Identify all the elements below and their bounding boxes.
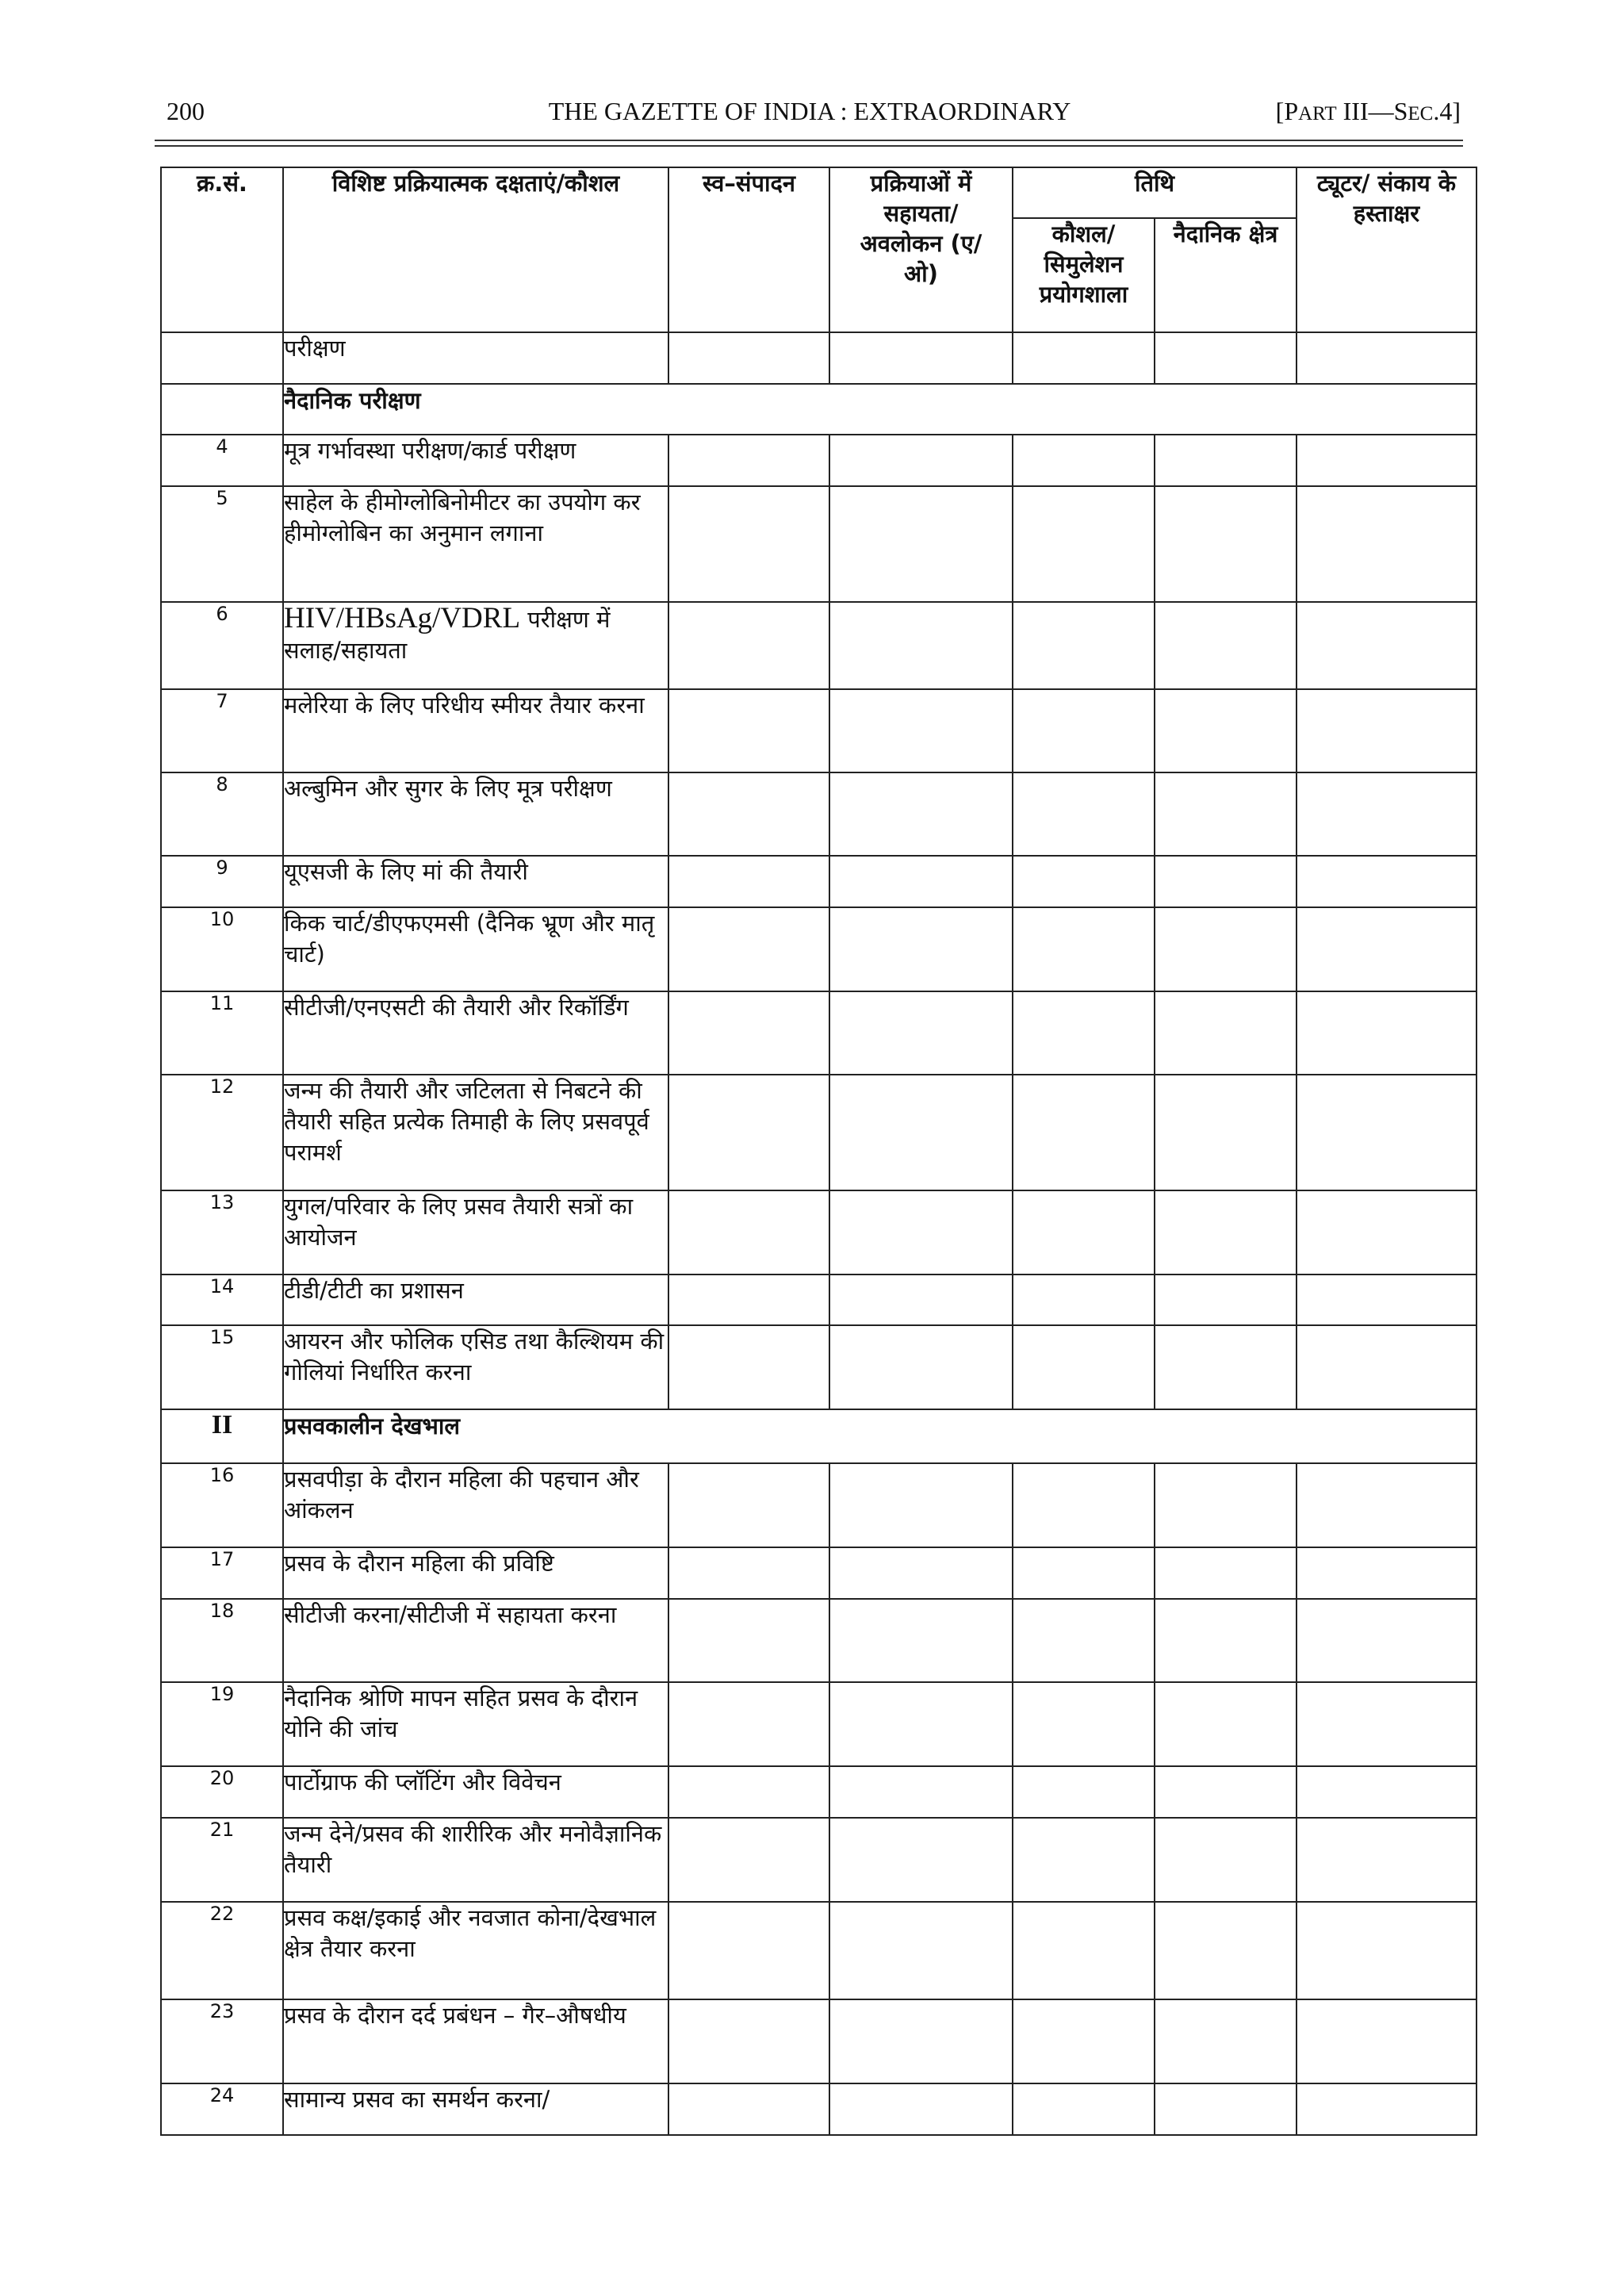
header-skill: विशिष्ट प्रक्रियात्मक दक्षताएं/कौशल — [283, 167, 668, 332]
table-row: 20 पार्टोग्राफ की प्लॉटिंग और विवेचन — [161, 1766, 1477, 1818]
header-rule-bottom — [155, 145, 1463, 147]
table-row: 16 प्रसवपीड़ा के दौरान महिला की पहचान और आंकलन — [161, 1463, 1477, 1547]
table-row: 23 प्रसव के दौरान दर्द प्रबंधन – गैर–औषधीय — [161, 1999, 1477, 2083]
header-rule-top — [155, 140, 1463, 141]
table-row: 17 प्रसव के दौरान महिला की प्रविष्टि — [161, 1547, 1477, 1599]
header-self-performed: स्व–संपादन — [668, 167, 829, 332]
gazette-title: THE GAZETTE OF INDIA : EXTRAORDINARY — [548, 97, 1071, 125]
table-row: 4 मूत्र गर्भावस्था परीक्षण/कार्ड परीक्षण — [161, 435, 1477, 486]
table-row: 9 यूएसजी के लिए मां की तैयारी — [161, 856, 1477, 907]
table-row: 19 नैदानिक श्रोणि मापन सहित प्रसव के दौरान योनि की जांच — [161, 1682, 1477, 1766]
table-row: 13 युगल/परिवार के लिए प्रसव तैयारी सत्रों का आयोजन — [161, 1190, 1477, 1274]
table-row: 12 जन्म की तैयारी और जटिलता से निबटने की तैयारी सहित प्रत्येक तिमाही के लिए प्रसवपूर्व परामर्श — [161, 1075, 1477, 1190]
table-row: 15 आयरन और फोलिक एसिड तथा कैल्शियम की गोलियां निर्धारित करना — [161, 1325, 1477, 1409]
table-row: 11 सीटीजी/एनएसटी की तैयारी और रिकॉर्डिंग — [161, 991, 1477, 1075]
header-date: तिथि — [1013, 167, 1297, 218]
table-row: 6 HIV/HBsAg/VDRL परीक्षण में सलाह/सहायता — [161, 602, 1477, 689]
part-section: [PART III—SEC.4] — [1275, 97, 1461, 125]
table-row: 18 सीटीजी करना/सीटीजी में सहायता करना — [161, 1599, 1477, 1682]
table-row: 24 सामान्य प्रसव का समर्थन करना/ — [161, 2083, 1477, 2135]
page-header — [159, 97, 1461, 136]
competency-table — [160, 167, 1477, 2136]
section-number: II — [161, 1409, 283, 1463]
page-number: 200 — [167, 97, 205, 125]
table-row: 7 मलेरिया के लिए परिधीय स्मीयर तैयार करना — [161, 689, 1477, 772]
header-clinical-area: नैदानिक क्षेत्र — [1155, 218, 1297, 332]
section-title: प्रसवकालीन देखभाल — [283, 1409, 1477, 1463]
table-row: 8 अल्बुमिन और सुगर के लिए मूत्र परीक्षण — [161, 772, 1477, 856]
header-assisted-observed: प्रक्रियाओं में सहायता/ अवलोकन (ए/ओ) — [829, 167, 1013, 332]
table-row: 5 साहेल के हीमोग्लोबिनोमीटर का उपयोग कर हीमोग्लोबिन का अनुमान लगाना — [161, 486, 1477, 602]
table-row: 21 जन्म देने/प्रसव की शारीरिक और मनोवैज्ञानिक तैयारी — [161, 1818, 1477, 1902]
section-row — [161, 384, 1477, 435]
table-row: 22 प्रसव कक्ष/इकाई और नवजात कोना/देखभाल क्षेत्र तैयार करना — [161, 1902, 1477, 1999]
table-header-row — [161, 167, 1477, 218]
table-row: 14 टीडी/टीटी का प्रशासन — [161, 1274, 1477, 1325]
section-row — [161, 1409, 1477, 1463]
header-skill-lab: कौशल/ सिमुलेशन प्रयोगशाला — [1013, 218, 1155, 332]
header-sno: क्र.सं. — [161, 167, 283, 332]
skill-text: परीक्षण — [283, 332, 668, 384]
table-row: 10 किक चार्ट/डीएफएमसी (दैनिक भ्रूण और मातृ चार्ट) — [161, 907, 1477, 991]
test-abbreviations: HIV/HBsAg/VDRL — [284, 602, 521, 634]
table-row — [161, 332, 1477, 384]
header-tutor-signature: ट्यूटर/ संकाय के हस्ताक्षर — [1297, 167, 1477, 332]
section-title: नैदानिक परीक्षण — [283, 384, 1477, 435]
